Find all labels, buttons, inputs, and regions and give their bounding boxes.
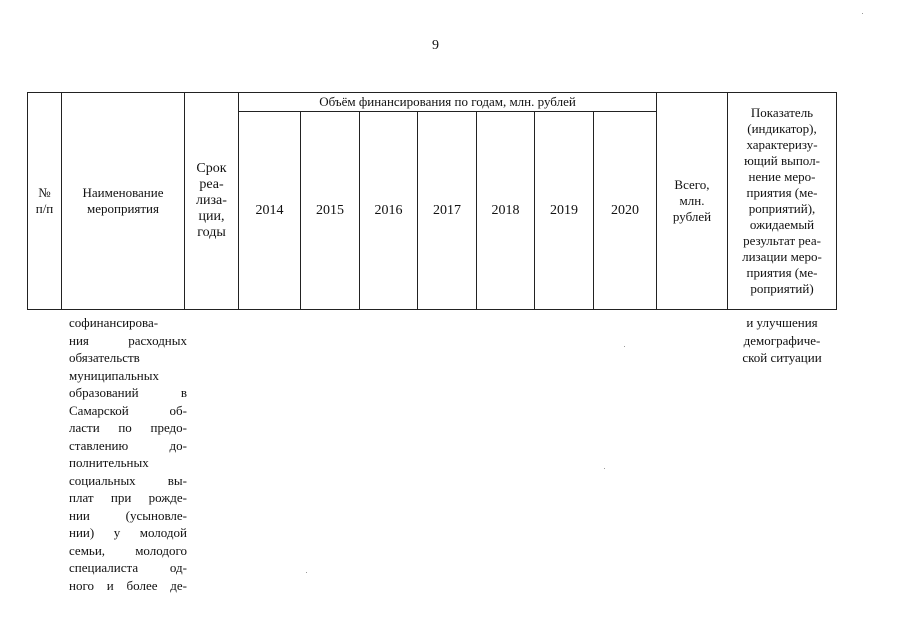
header-number [28, 93, 62, 310]
page-number: 9 [432, 38, 439, 53]
header-total-line: млн. [679, 193, 705, 208]
header-name-line: Наименование [82, 185, 164, 200]
scan-speck [306, 572, 307, 573]
header-indicator-line: характеризу- [746, 137, 818, 152]
header-year-2018: 2018 [477, 112, 535, 310]
header-term-line: лиза- [196, 193, 227, 208]
name-line: нии) у молодой [69, 525, 187, 540]
scan-speck [862, 13, 863, 14]
name-line: плат при рожде- [69, 490, 187, 505]
header-number-line: № [38, 185, 51, 200]
name-line: ласти по предо- [69, 420, 187, 435]
scan-speck [624, 346, 625, 347]
name-line: образований в [69, 385, 187, 400]
header-number-line: п/п [35, 201, 54, 216]
header-total [657, 93, 728, 310]
indicator-line: ской ситуации [742, 350, 822, 365]
continued-indicator-text [730, 314, 834, 367]
indicator-line: и улучшения [746, 315, 818, 330]
name-line: семьи, молодого [69, 542, 187, 558]
header-term-line: ции, [198, 209, 225, 224]
header-year-2020: 2020 [594, 112, 657, 310]
header-indicator-line: роприятий), [748, 201, 816, 216]
header-indicator-line: приятия (ме- [746, 185, 818, 200]
header-year-2017: 2017 [418, 112, 477, 310]
header-term-line: реа- [199, 177, 224, 192]
header-indicator-line: (индикатор), [747, 121, 817, 136]
name-line: софинансирова- [69, 315, 159, 330]
header-name [62, 93, 185, 310]
name-line: социальных вы- [69, 472, 187, 488]
header-term-line: годы [197, 225, 226, 240]
name-line: обязательств [69, 350, 140, 365]
header-indicator-line: роприятий) [750, 281, 814, 296]
name-line: Самарской об- [69, 402, 187, 418]
header-term-line: Срок [196, 161, 227, 176]
name-line: ного и более де- [69, 577, 187, 593]
header-funding-group: Объём финансирования по годам, млн. рублей [239, 93, 657, 112]
header-indicator-line: нение меро- [748, 169, 816, 184]
name-line: полнительных [69, 455, 149, 470]
name-line: муниципальных [69, 367, 160, 383]
header-indicator-line: лизации меро- [742, 249, 822, 264]
header-term [185, 93, 239, 310]
header-indicator-line: ющий выпол- [744, 153, 820, 168]
continued-name-text [69, 314, 187, 594]
header-year-2019: 2019 [535, 112, 594, 310]
indicator-line: демографиче- [743, 332, 821, 348]
header-indicator [728, 93, 837, 310]
name-line: ния расходных [69, 332, 187, 348]
header-indicator-line: ожидаемый [749, 217, 815, 232]
header-total-line: Всего, [674, 177, 710, 192]
header-indicator-line: результат реа- [743, 233, 821, 248]
header-year-2016: 2016 [360, 112, 418, 310]
header-indicator-line: Показатель [750, 105, 814, 120]
name-line: нии (усыновле- [69, 507, 187, 523]
header-name-line: мероприятия [86, 201, 159, 216]
header-total-line: рублей [672, 209, 712, 224]
funding-table [27, 92, 837, 310]
header-year-2014: 2014 [239, 112, 301, 310]
name-line: ставлению до- [69, 437, 187, 453]
header-year-2015: 2015 [301, 112, 360, 310]
scan-speck [604, 468, 605, 469]
name-line: специалиста од- [69, 560, 187, 575]
header-indicator-line: приятия (ме- [746, 265, 818, 280]
